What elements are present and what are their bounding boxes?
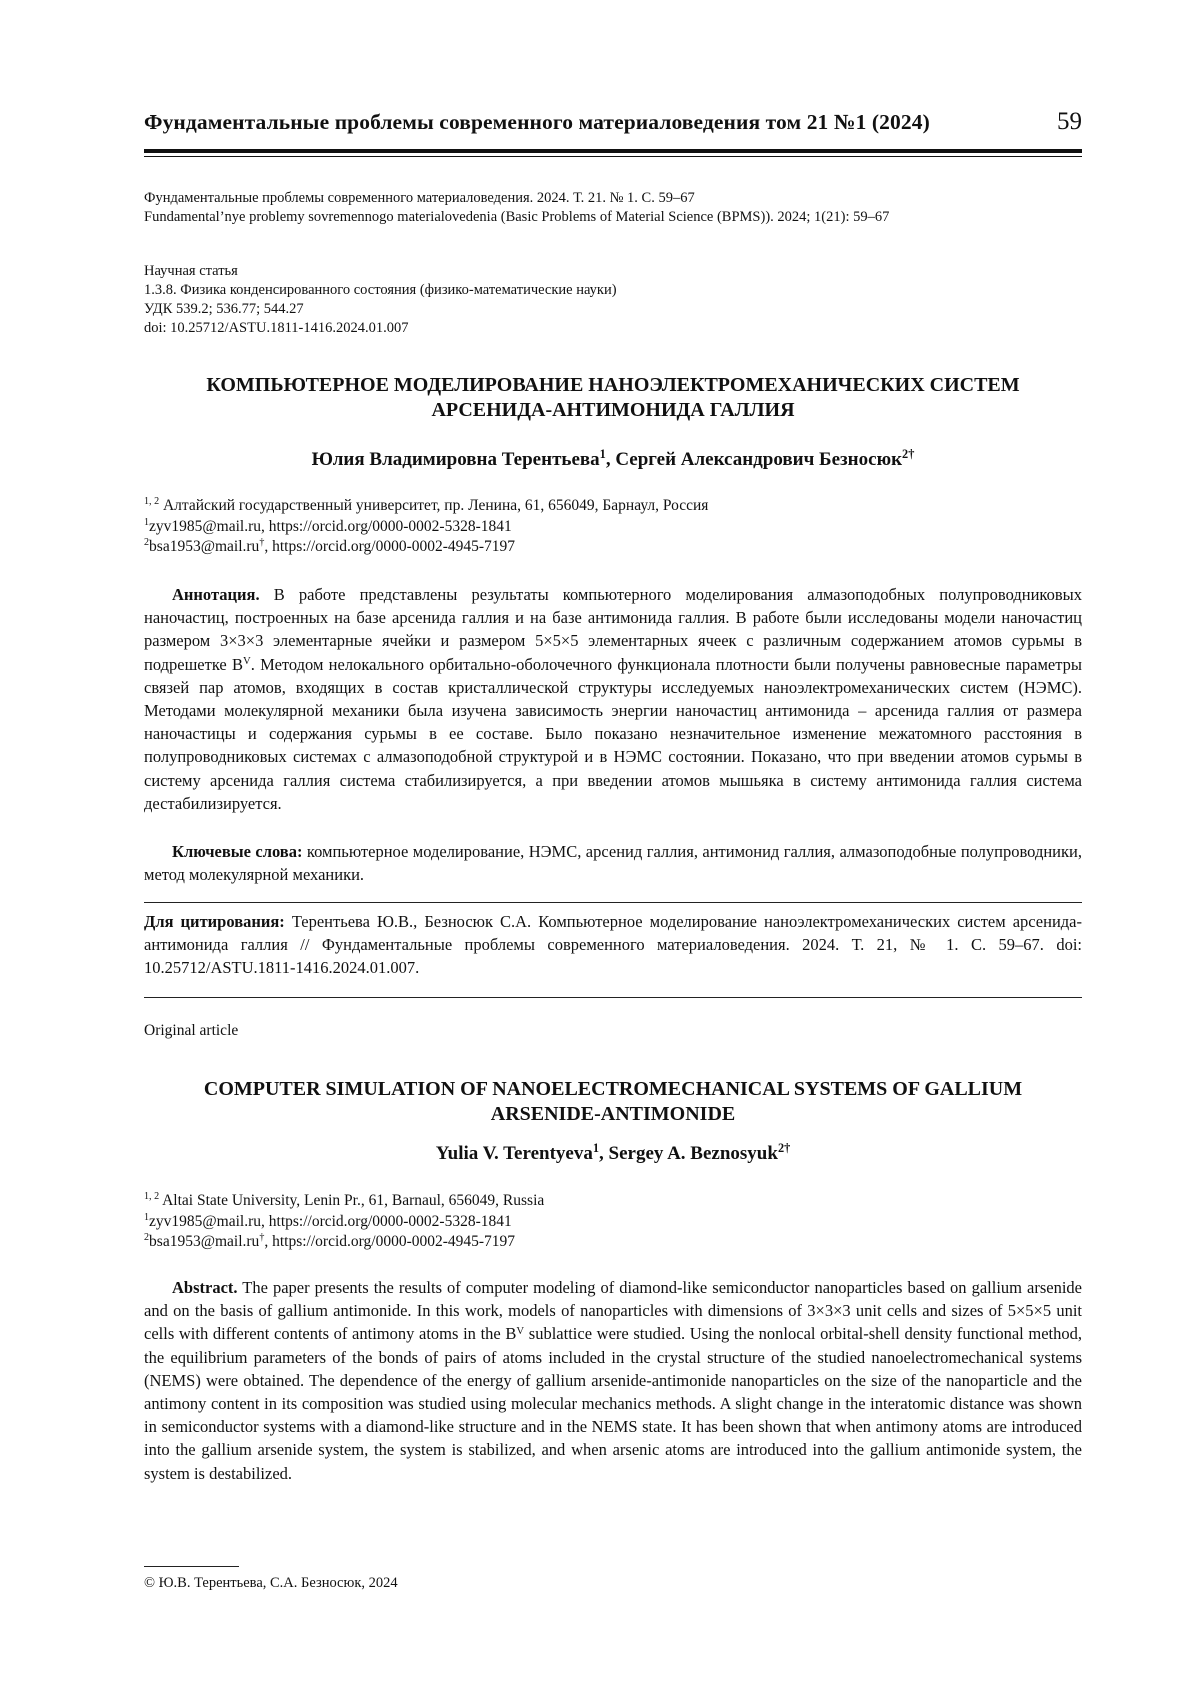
affiliation-ru — [144, 496, 1082, 517]
email2-en-address: bsa1953@mail.ru — [149, 1233, 260, 1250]
abstract-ru-text2: . Методом нелокального орбитально-оболочечного функционала плотности были получены равновесные параметры связей пар атомов, входящих в состав кристаллической структуры исследуемых наноэлектромеханических систем (НЭМС). Методами молекулярной механики была изучена зависимость энергии наночастиц антимонида – арсенида галлия от размера наночастицы и содержания сурьмы в ее составе. Было показано незначительное изменение межатомного расстояния в полупроводниковых системах с алмазоподобной структурой и в НЭМС состоянии. Показано, что при введении атомов сурьмы в систему арсенида галлия система стабилизируется, а при введении атомов мышьяка в систему антимонида галлия система дестабилизируется. — [144, 654, 1082, 813]
doi: doi: 10.25712/ASTU.1811-1416.2024.01.007 — [144, 320, 409, 336]
author2-en: Sergey A. Beznosyuk — [608, 1143, 778, 1164]
author-sep-ru: , — [605, 449, 616, 470]
author2-ru-sup: 2† — [902, 447, 915, 462]
abstract-ru — [144, 583, 1082, 815]
affil-ru-text: Алтайский государственный университет, пр. Ленина, 61, 656049, Барнаул, Россия — [159, 497, 709, 514]
abstract-ru-text1: В работе представлены результаты компьютерного моделирования алмазоподобных полупроводниковых наночастиц, построенных на базе арсенида галлия и на базе антимонида галлия. В работе были исследованы модели наночастиц размером 3×3×3 элементарные ячейки и размером 5×5×5 элементарных ячеек с различным содержанием атомов сурьмы в подрешетке B — [144, 585, 1082, 674]
abstract-en-text2: sublattice were studied. Using the nonlocal orbital-shell density functional method, the equilibrium parameters of the bonds of pairs of atoms included in the crystal structure of the studied nanoelectromechanical systems (NEMS) were obtained. The dependence of the energy of gallium arsenide-antimonide nanoparticles on the size of the nanoparticle and the antimony content in its composition was studied using molecular mechanics methods. A slight change in the interatomic distance was shown in semiconductor systems with a diamond-like structure and in the NEMS state. It has been shown that when antimony atoms are introduced into the gallium arsenide system, the system is stabilized, and when arsenic atoms are introduced into the gallium antimonide system, the system is destabilized. — [144, 1324, 1083, 1483]
article-title-en — [144, 1077, 1082, 1127]
email2-en-sup: 2 — [144, 1232, 150, 1244]
title-ru-line1: КОМПЬЮТЕРНОЕ МОДЕЛИРОВАНИЕ НАНОЭЛЕКТРОМЕХАНИЧЕСКИХ СИСТЕМ — [206, 374, 1020, 396]
title-en-line1: COMPUTER SIMULATION OF NANOELECTROMECHANICAL SYSTEMS OF GALLIUM — [203, 1078, 1023, 1100]
email1-en-sup: 1 — [144, 1211, 150, 1223]
abstract-en-text1: The paper presents the results of computer modeling of diamond-like semiconductor nanoparticles based on gallium arsenide and on the basis of gallium antimonide. In this work, models of nanoparticles with dimensions of 3×3×3 unit cells and sizes of 5×5×5 unit cells with different contents of antimony atoms in the B — [144, 1278, 1082, 1344]
email1-ru-text: zyv1985@mail.ru, https://orcid.org/0000-0002-5328-1841 — [149, 517, 512, 535]
email2-ru-address: bsa1953@mail.ru — [149, 538, 260, 555]
email1-ru — [144, 517, 1082, 538]
affiliations-en — [144, 1191, 1082, 1253]
email2-ru — [144, 537, 1082, 558]
divider-bottom — [144, 997, 1082, 998]
email2-ru-dagger: † — [259, 537, 265, 549]
running-header — [144, 108, 1082, 136]
email1-ru-sup: 1 — [144, 516, 150, 528]
specialty: 1.3.8. Физика конденсированного состояния (физико-математические науки) — [144, 282, 617, 298]
article-type: Научная статья — [144, 263, 238, 279]
citation-text: Терентьева Ю.В., Безносюк С.А. Компьютерное моделирование наноэлектромеханических систем арсенида-антимонида галлия // Фундаментальные проблемы современного материаловедения. 2024. Т. 21, № 1. С. 59–67. doi: 10.25712/ASTU.1811-1416.2024.01.007. — [144, 912, 1082, 978]
email2-en-dagger: † — [259, 1232, 265, 1244]
email1-en-text: zyv1985@mail.ru, https://orcid.org/0000-0002-5328-1841 — [149, 1212, 512, 1230]
authors-en — [144, 1143, 1082, 1165]
article-title-ru — [144, 373, 1082, 423]
page-number: 59 — [1057, 108, 1082, 135]
abstract-en — [144, 1276, 1082, 1485]
authors-ru — [144, 449, 1082, 471]
reference-block — [144, 189, 1082, 227]
header-rule-thick — [144, 149, 1082, 153]
author2-ru: Сергей Александрович Безносюк — [615, 449, 903, 470]
abstract-ru-label: Аннотация. — [172, 585, 260, 604]
affiliations-ru — [144, 496, 1082, 558]
footnote-rule — [144, 1566, 239, 1567]
email2-ru-sup: 2 — [144, 537, 150, 549]
author1-en-sup: 1 — [592, 1141, 600, 1156]
journal-title: Фундаментальные проблемы современного материаловедения том 21 №1 (2024) — [144, 110, 930, 134]
reference-en: Fundamental’nye problemy sovremennogo materialovedenia (Basic Problems of Material Science (BPMS)). 2024; 1(21): 59–67 — [144, 209, 890, 225]
email1-en — [144, 1212, 1082, 1233]
reference-ru: Фундаментальные проблемы современного материаловедения. 2024. Т. 21. № 1. С. 59–67 — [144, 190, 695, 206]
keywords-ru — [144, 840, 1082, 886]
author1-ru: Юлия Владимировна Терентьева — [311, 449, 600, 470]
affil-ru-sup: 1, 2 — [144, 496, 160, 508]
affiliation-en — [144, 1191, 1082, 1212]
keywords-ru-label: Ключевые слова: — [172, 842, 303, 861]
abstract-ru-sup: V — [243, 654, 251, 667]
title-ru-line2: АРСЕНИДА-АНТИМОНИДА ГАЛЛИЯ — [431, 399, 795, 421]
author2-en-sup: 2† — [777, 1141, 791, 1156]
header-rule-thin — [144, 156, 1082, 157]
author1-ru-sup: 1 — [599, 447, 606, 462]
email2-en-orcid: , https://orcid.org/0000-0002-4945-7197 — [264, 1233, 516, 1250]
affil-en-text: Altai State University, Lenin Pr., 61, Barnaul, 656049, Russia — [159, 1192, 545, 1209]
citation-label: Для цитирования: — [144, 912, 285, 931]
keywords-ru-text: компьютерное моделирование, НЭМС, арсенид галлия, антимонид галлия, алмазоподобные полупроводники, метод молекулярной механики. — [144, 842, 1082, 885]
abstract-en-label: Abstract. — [172, 1278, 238, 1297]
email2-en — [144, 1232, 1082, 1253]
meta-block — [144, 262, 1082, 338]
email2-ru-orcid: , https://orcid.org/0000-0002-4945-7197 — [264, 538, 516, 555]
citation-block — [144, 910, 1082, 980]
affil-en-sup: 1, 2 — [144, 1191, 160, 1203]
article-type-en: Original article — [144, 1022, 239, 1039]
copyright: © Ю.В. Терентьева, С.А. Безносюк, 2024 — [144, 1575, 398, 1591]
abstract-en-sup: V — [516, 1324, 525, 1337]
divider-top — [144, 902, 1082, 903]
author1-en: Yulia V. Terentyeva — [435, 1143, 593, 1164]
title-en-line2: ARSENIDE-ANTIMONIDE — [490, 1103, 736, 1125]
author-sep-en: , — [599, 1143, 609, 1164]
udc: УДК 539.2; 536.77; 544.27 — [144, 301, 304, 317]
